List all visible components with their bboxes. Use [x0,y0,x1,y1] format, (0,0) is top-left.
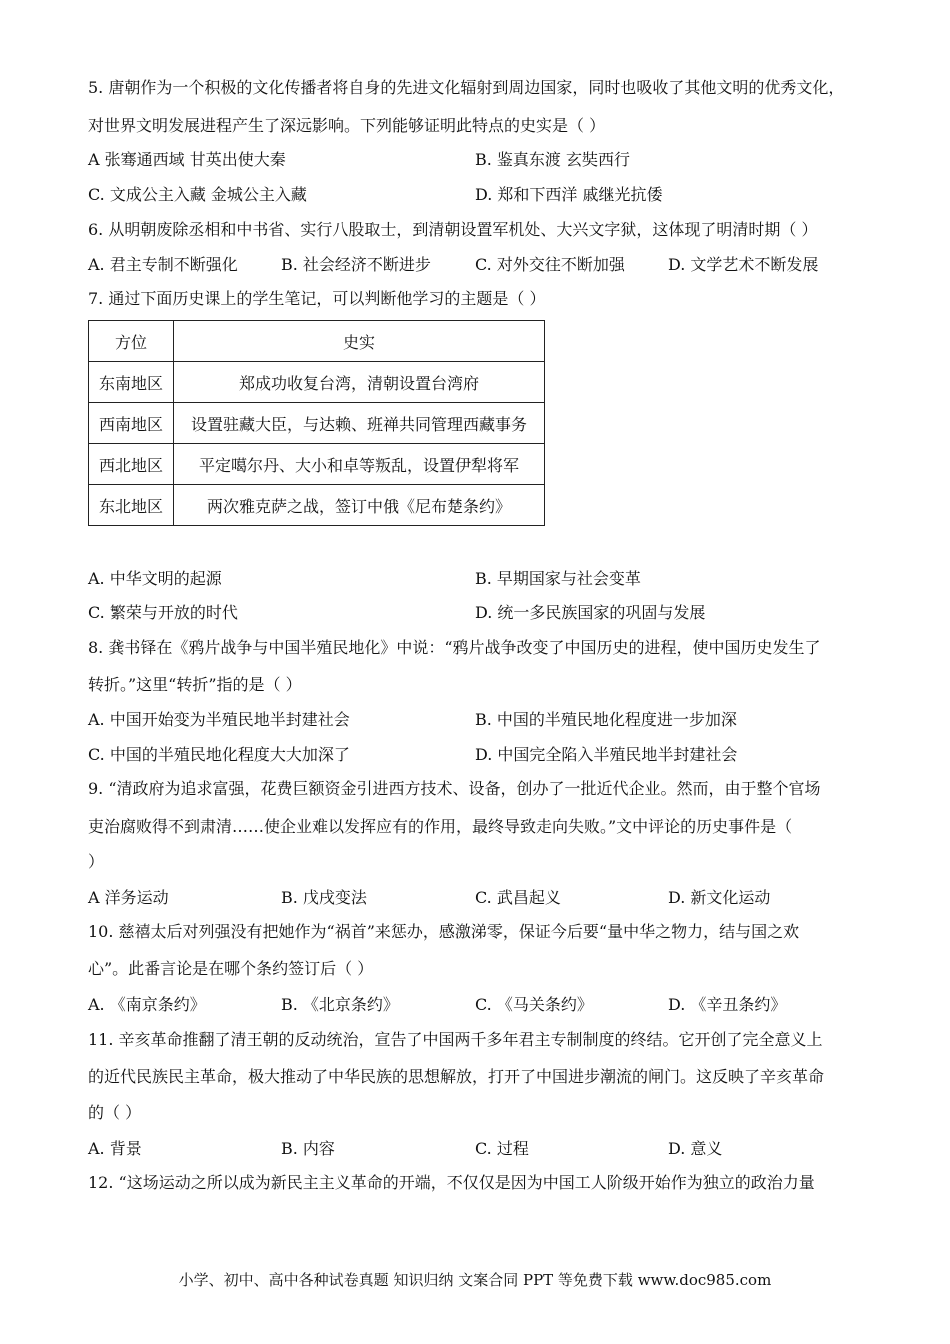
q6-option-d[interactable]: D. 文学艺术不断发展 [668,255,819,274]
q9-option-b[interactable]: B. 戊戌变法 [281,888,367,907]
q5-option-a[interactable]: A 张骞通西域 甘英出使大秦 [88,150,286,169]
q11-option-d[interactable]: D. 意义 [668,1139,723,1158]
q7-stem-line-1: 7. 通过下面历史课上的学生笔记，可以判断他学习的主题是（ ） [88,289,546,308]
q5-option-d[interactable]: D. 郑和下西洋 戚继光抗倭 [475,185,663,204]
q7-option-a[interactable]: A. 中华文明的起源 [88,569,222,588]
table-cell-fact: 郑成功收复台湾，清朝设置台湾府 [174,362,545,403]
table-header-direction: 方位 [89,321,174,362]
q6-stem-line-1: 6. 从明朝废除丞相和中书省、实行八股取士，到清朝设置军机处、大兴文字狱，这体现了明清时期（ ） [88,220,818,239]
q10-option-a[interactable]: A. 《南京条约》 [88,995,206,1014]
table-row [89,444,545,485]
q8-option-c[interactable]: C. 中国的半殖民地化程度大大加深了 [88,745,350,764]
q8-stem-line-2: 转折。”这里“转折”指的是（ ） [88,675,302,694]
q5-stem-line-2: 对世界文明发展进程产生了深远影响。下列能够证明此特点的史实是（ ） [88,116,606,135]
q9-stem-line-3: ） [88,852,105,871]
q7-option-b[interactable]: B. 早期国家与社会变革 [475,569,641,588]
q9-stem-line-1: 9. “清政府为追求富强，花费巨额资金引进西方技术、设备，创办了一批近代企业。然而，由于整个官场 [88,779,821,798]
q10-option-c[interactable]: C. 《马关条约》 [475,995,593,1014]
q10-stem-line-2: 心”。此番言论是在哪个条约签订后（ ） [88,959,374,978]
q9-option-c[interactable]: C. 武昌起义 [475,888,561,907]
table-cell-region: 东南地区 [89,362,174,403]
table-row [89,362,545,403]
page-footer: 小学、初中、高中各种试卷真题 知识归纳 文案合同 PPT 等免费下载 www.doc985.com [178,1271,772,1289]
q7-option-d[interactable]: D. 统一多民族国家的巩固与发展 [475,603,706,622]
q10-option-b[interactable]: B. 《北京条约》 [281,995,399,1014]
q5-stem-line-1: 5. 唐朝作为一个积极的文化传播者将自身的先进文化辐射到周边国家，同时也吸收了其他文明的优秀文化， [88,78,845,97]
q6-option-a[interactable]: A. 君主专制不断强化 [88,255,238,274]
table-header-facts: 史实 [174,321,545,362]
table-cell-fact: 设置驻藏大臣，与达赖、班禅共同管理西藏事务 [174,403,545,444]
q10-option-d[interactable]: D. 《辛丑条约》 [668,995,787,1014]
table-cell-region: 西北地区 [89,444,174,485]
q11-option-b[interactable]: B. 内容 [281,1139,335,1158]
q6-option-b[interactable]: B. 社会经济不断进步 [281,255,431,274]
q12-stem-line-1: 12. “这场运动之所以成为新民主主义革命的开端，不仅仅是因为中国工人阶级开始作为独立的政治力量 [88,1173,815,1192]
q11-option-c[interactable]: C. 过程 [475,1139,529,1158]
table-cell-fact: 两次雅克萨之战，签订中俄《尼布楚条约》 [174,485,545,526]
q11-option-a[interactable]: A. 背景 [88,1139,142,1158]
q8-option-d[interactable]: D. 中国完全陷入半殖民地半封建社会 [475,745,738,764]
q11-stem-line-1: 11. 辛亥革命推翻了清王朝的反动统治，宣告了中国两千多年君主专制制度的终结。它开创了完全意义上 [88,1030,823,1049]
q9-option-a[interactable]: A 洋务运动 [88,888,169,907]
table-cell-region: 西南地区 [89,403,174,444]
q9-stem-line-2: 吏治腐败得不到肃清……使企业难以发挥应有的作用，最终导致走向失败。”文中评论的历史事件是（ [88,817,793,836]
q6-option-c[interactable]: C. 对外交往不断加强 [475,255,625,274]
table-row [89,485,545,526]
q9-option-d[interactable]: D. 新文化运动 [668,888,771,907]
q8-option-b[interactable]: B. 中国的半殖民地化程度进一步加深 [475,710,737,729]
table-cell-fact: 平定噶尔丹、大小和卓等叛乱，设置伊犁将军 [174,444,545,485]
q10-stem-line-1: 10. 慈禧太后对列强没有把她作为“祸首”来惩办，感激涕零，保证今后要“量中华之物力，结与国之欢 [88,922,800,941]
q5-option-c[interactable]: C. 文成公主入藏 金城公主入藏 [88,185,307,204]
q8-option-a[interactable]: A. 中国开始变为半殖民地半封建社会 [88,710,350,729]
q5-option-b[interactable]: B. 鉴真东渡 玄奘西行 [475,150,631,169]
q8-stem-line-1: 8. 龚书铎在《鸦片战争与中国半殖民地化》中说：“鸦片战争改变了中国历史的进程，使中国历史发生了 [88,638,821,657]
q11-stem-line-3: 的（ ） [88,1103,142,1122]
table-cell-region: 东北地区 [89,485,174,526]
q11-stem-line-2: 的近代民族民主革命，极大推动了中华民族的思想解放，打开了中国进步潮流的闸门。这反映了辛亥革命 [88,1067,825,1086]
q7-notes-table [88,320,545,526]
table-header-row [89,321,545,362]
table-row [89,403,545,444]
q7-option-c[interactable]: C. 繁荣与开放的时代 [88,603,238,622]
